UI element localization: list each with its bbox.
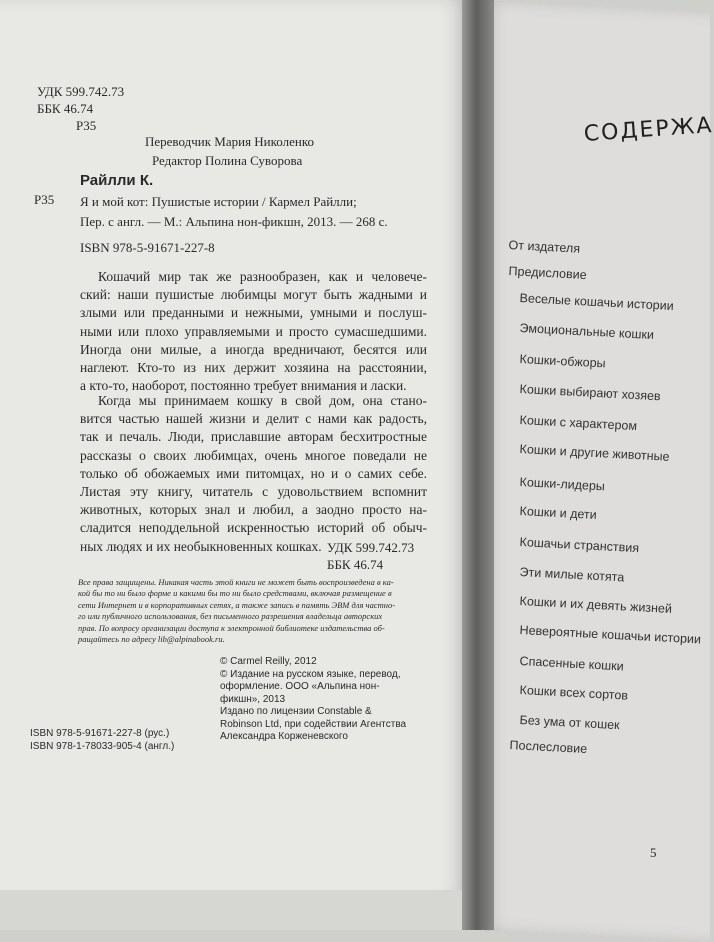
toc-item: Кошки-обжоры [519,352,606,371]
toc-item: Без ума от кошек [519,713,620,733]
toc-item: Веселые кошачьи истории [519,291,675,314]
text-line: наглеют. Кто-то из них держит хозяина на расстоянии, [80,360,427,376]
biblio-line-2: Пер. с англ. — М.: Альпина нон-фикшн, 2013. — 268 с. [80,214,388,229]
copyright-line: фикшн», 2013 [220,693,286,705]
toc-item: От издателя [508,238,581,256]
isbn-main: ISBN 978-5-91671-227-8 [80,240,215,255]
copyright-line: Александра Корженевского [220,731,348,742]
text-line: только об обожаемых ими питомцах, но и о самих себе. [80,465,427,481]
copyright-block [220,656,440,744]
rights-line: прав. По вопросу организации доступа к электронной библиотеке издательства об- [78,622,385,633]
text-line: рассказы о своих любимцах, очень многое поведали не [80,447,427,463]
rights-line: сети Интернет и в корпоративных сетях, а также запись в память ЭВМ для частно- [78,599,396,610]
text-line: животных, которых знал и любил, а заодно просто на- [80,502,427,518]
text-line: ными или плохо управляемыми и просто сумасшедшими. [80,323,427,339]
toc-item: Кошки с характером [519,413,638,434]
copyright-line: Robinson Ltd, при содействии Агентства [220,718,407,730]
copyright-line: оформление. ООО «Альпина нон- [220,681,380,692]
toc-item: Эмоциональные кошки [519,321,655,343]
page-bottom-edge [0,890,480,930]
toc-item: Послесловие [509,738,588,757]
text-line: Кошачий мир так же разнообразен, как и человече- [98,269,427,284]
isbn-russian: ISBN 978-5-91671-227-8 (рус.) [30,728,170,739]
isbn-english: ISBN 978-1-78033-905-4 (англ.) [30,741,175,752]
toc-item: Спасенные кошки [519,654,625,674]
toc-item: Кошки-лидеры [519,475,606,494]
text-line: Иногда они милые, а иногда вредничают, бесятся или [80,341,427,357]
author-code-top: Р35 [76,118,97,133]
text-line: Листая эту книгу, читатель с удовольствием вспомнит [80,484,427,500]
book-spine-gutter [462,0,494,930]
bbk-code-top: ББК 46.74 [37,101,94,116]
toc-item: Кошачьи странствия [519,535,640,556]
editor-credit: Редактор Полина Суворова [152,153,303,168]
annotation-paragraph-1 [80,268,427,395]
bbk-code-bottom: ББК 46.74 [327,557,384,572]
author-heading: Райлли К. [80,172,154,189]
udk-code-bottom: УДК 599.742.73 [327,540,415,555]
udk-code-top: УДК 599.742.73 [37,84,125,99]
toc-item: Кошки выбирают хозяев [519,382,661,404]
text-line: так и печаль. Люди, приславшие авторам бесхитростные [80,429,427,445]
author-code: Р35 [34,192,55,207]
toc-item: Кошки и дети [519,504,598,523]
annotation-paragraph-2 [80,392,427,556]
translator-credit: Переводчик Мария Николенко [145,134,314,149]
toc-item: Предисловие [508,264,588,283]
page-number: 5 [650,845,657,860]
toc-item: Кошки и их девять жизней [519,594,673,616]
biblio-line-1: Я и мой кот: Пушистые истории / Кармел Райлли; [80,194,357,209]
text-line: ных людях и их необыкновенных кошках. [80,538,322,554]
rights-line: кой бы то ни было форме и какими бы то ни было средствами, включая размещение в [78,588,392,599]
text-line: а кто-то, наоборот, постоянно требует внимания и ласки. [80,378,407,394]
copyright-line: © Издание на русском языке, перевод, [220,668,401,680]
rights-line: Все права защищены. Никакая часть этой книги не может быть воспроизведена в ка- [78,577,394,587]
text-line: Когда мы принимаем кошку в свой дом, она стано- [98,393,427,408]
text-line: злыми или преданными и нежными, умными и послуш- [80,305,427,321]
toc-item: Невероятные кошачьи истории [519,623,702,647]
text-line: вится частью нашей жизни и делит с нами как радость, [80,411,427,427]
text-line: ский: наши пушистые любимцы могут быть жадными и [80,287,427,303]
toc-item: Эти милые котята [519,565,625,585]
rights-notice [78,577,433,645]
copyright-line: © Carmel Reilly, 2012 [220,656,317,667]
toc-item: Кошки и другие животные [519,442,670,464]
toc-title: СОДЕРЖА [583,112,714,147]
rights-line: го или публичного использования, без письменного разрешения владельца авторских [78,611,383,622]
toc-item: Кошки всех сортов [519,683,629,703]
rights-line: ращайтесь по адресу lib@alpinabook.ru. [78,634,225,645]
copyright-line: Издано по лицензии Constable & [220,706,372,717]
text-line: сладится неподдельной искренностью историй об обыч- [80,520,427,536]
